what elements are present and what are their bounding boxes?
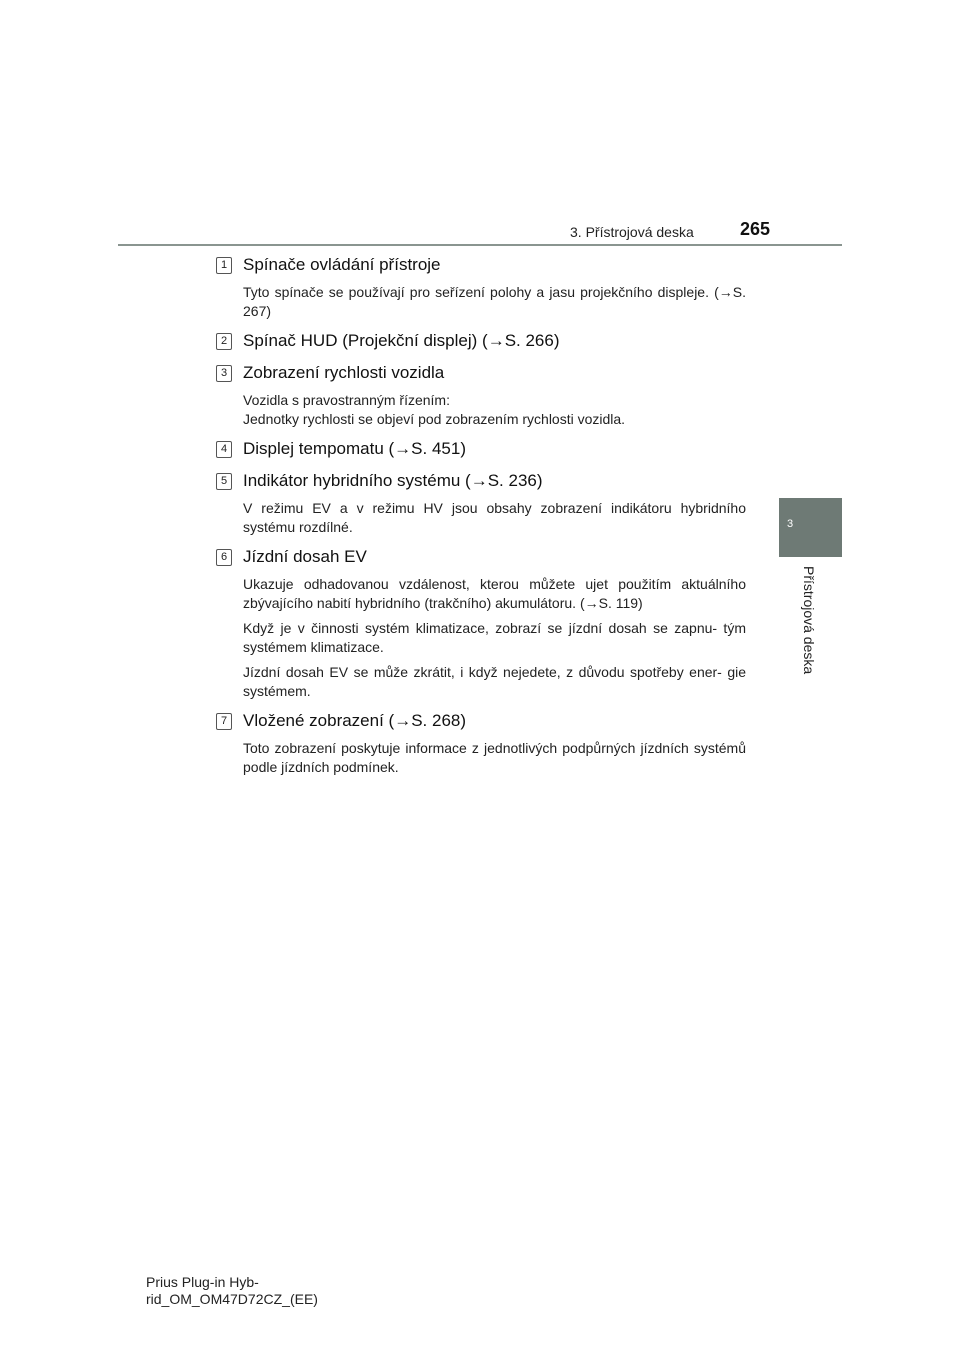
- item-title-text: Indikátor hybridního systému (→S. 236): [243, 471, 543, 490]
- footer-model-line-1: Prius Plug-in Hyb-: [146, 1274, 259, 1290]
- item-number-badge: 4: [216, 441, 232, 458]
- item-title-text: Vložené zobrazení (→S. 268): [243, 711, 467, 730]
- header-divider: [118, 244, 842, 246]
- item-title: [216, 329, 746, 353]
- item-title: [216, 469, 746, 493]
- page-number: 265: [740, 219, 771, 239]
- chapter-tab-number: 3: [787, 518, 794, 530]
- section-title: 3. Přístrojová deska: [570, 224, 694, 240]
- item-description: Ukazuje odhadovanou vzdálenost, kterou můžete ujet použitím aktuálního zbývajícího nabití hybridního (trakčního) akumulátoru. (→S. 119): [243, 576, 746, 611]
- item-description: Jízdní dosah EV se může zkrátit, i když nejedete, z důvodu spotřeby ener- gie systémem.: [243, 664, 746, 699]
- item-number-badge: 7: [216, 713, 232, 730]
- item-title: [216, 437, 746, 461]
- item-title-text: Displej tempomatu (→S. 451): [243, 439, 466, 458]
- item-list: [216, 253, 746, 777]
- footer-model-line-2: rid_OM_OM47D72CZ_(EE): [146, 1291, 318, 1307]
- item-title-text: Spínač HUD (Projekční displej) (→S. 266): [243, 331, 560, 350]
- item-description: Toto zobrazení poskytuje informace z jednotlivých podpůrných jízdních systémů podle jízdních podmínek.: [243, 740, 746, 775]
- item-number-badge: 3: [216, 365, 232, 382]
- item-title-text: Spínače ovládání přístroje: [243, 255, 441, 274]
- item-number-badge: 1: [216, 257, 232, 274]
- item-title: [216, 253, 746, 277]
- item-number-badge: 5: [216, 473, 232, 490]
- item-description: Vozidla s pravostranným řízením: Jednotky rychlosti se objeví pod zobrazením rychlosti vozidla.: [243, 392, 626, 427]
- item-description: Když je v činnosti systém klimatizace, zobrazí se jízdní dosah se zapnu- tým systémem klimatizace.: [243, 620, 746, 655]
- chapter-tab-label: Přístrojová deska: [801, 566, 817, 675]
- item-description: V režimu EV a v režimu HV jsou obsahy zobrazení indikátoru hybridního systému rozdílné.: [243, 500, 746, 535]
- item-description: Tyto spínače se používají pro seřízení polohy a jasu projekčního displeje. (→S. 267): [243, 284, 746, 319]
- item-title-text: Zobrazení rychlosti vozidla: [243, 363, 445, 382]
- item-number-badge: 2: [216, 333, 232, 350]
- item-number-badge: 6: [216, 549, 232, 566]
- item-title: [216, 361, 746, 385]
- item-title: [216, 709, 746, 733]
- item-title: [216, 545, 746, 569]
- item-title-text: Jízdní dosah EV: [243, 547, 367, 566]
